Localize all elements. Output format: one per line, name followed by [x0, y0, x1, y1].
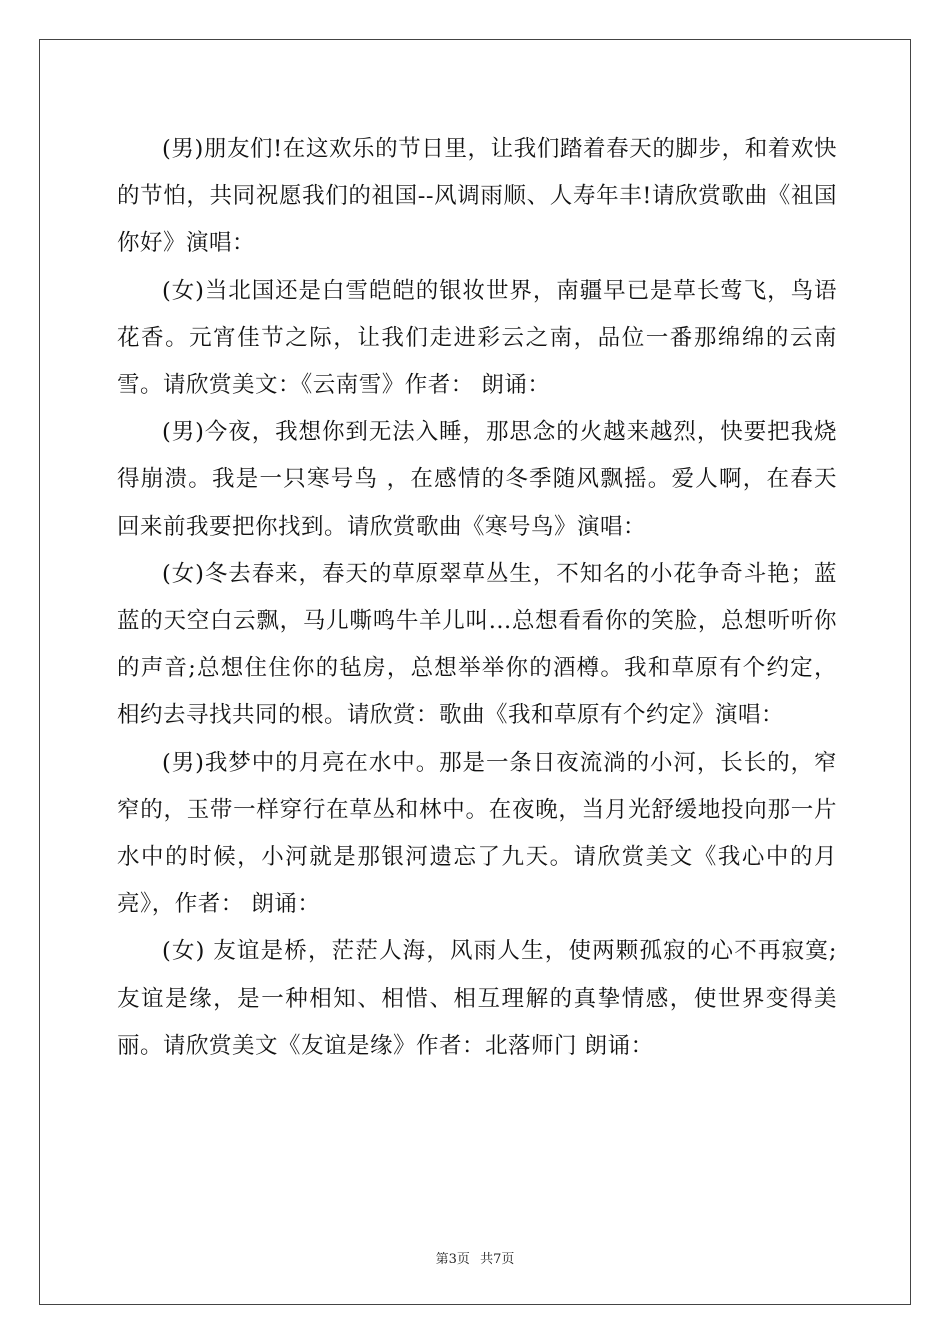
- document-body: [117, 126, 837, 1070]
- paragraph-6: (女) 友谊是桥，茫茫人海，风雨人生，使两颗孤寂的心不再寂寞;友谊是缘，是一种相知、相惜、相互理解的真挚情感，使世界变得美丽。请欣赏美文《友谊是缘》作者：北落师门 朗诵：: [117, 938, 837, 1059]
- paragraph-4: (女)冬去春来，春天的草原翠草丛生，不知名的小花争奇斗艳；蓝蓝的天空白云飘，马儿嘶鸣牛羊儿叫...总想看看你的笑脸，总想听听你的声音;总想住住你的毡房，总想举举你的酒樽。我和草原有个约定，相约去寻找共同的根。请欣赏：歌曲《我和草原有个约定》演唱：: [117, 560, 837, 729]
- paragraph-2: (女)当北国还是白雪皑皑的银妆世界，南疆早已是草长莺飞，鸟语花香。元宵佳节之际，让我们走进彩云之南，品位一番那绵绵的云南雪。请欣赏美文：《云南雪》作者： 朗诵：: [117, 277, 837, 399]
- paragraph-3: (男)今夜，我想你到无法入睡，那思念的火越来越烈，快要把我烧得崩溃。我是一只寒号鸟 ，在感情的冬季随风飘摇。爱人啊，在春天回来前我要把你找到。请欣赏歌曲《寒号鸟》演唱：: [117, 419, 837, 540]
- current-page-number: 第3页: [435, 1252, 470, 1267]
- total-pages: 共7页: [480, 1252, 515, 1267]
- page-footer: [0, 1248, 950, 1267]
- paragraph-1: (男)朋友们!在这欢乐的节日里，让我们踏着春天的脚步，和着欢快的节怕，共同祝愿我们的祖国--风调雨顺、人寿年丰!请欣赏歌曲《祖国你好》演唱：: [117, 136, 837, 257]
- paragraph-5: (男)我梦中的月亮在水中。那是一条日夜流淌的小河，长长的，窄窄的，玉带一样穿行在草丛和林中。在夜晚，当月光舒缓地投向那一片水中的时候，小河就是那银河遗忘了九天。请欣赏美文《我心中的月亮》，作者： 朗诵：: [117, 749, 837, 918]
